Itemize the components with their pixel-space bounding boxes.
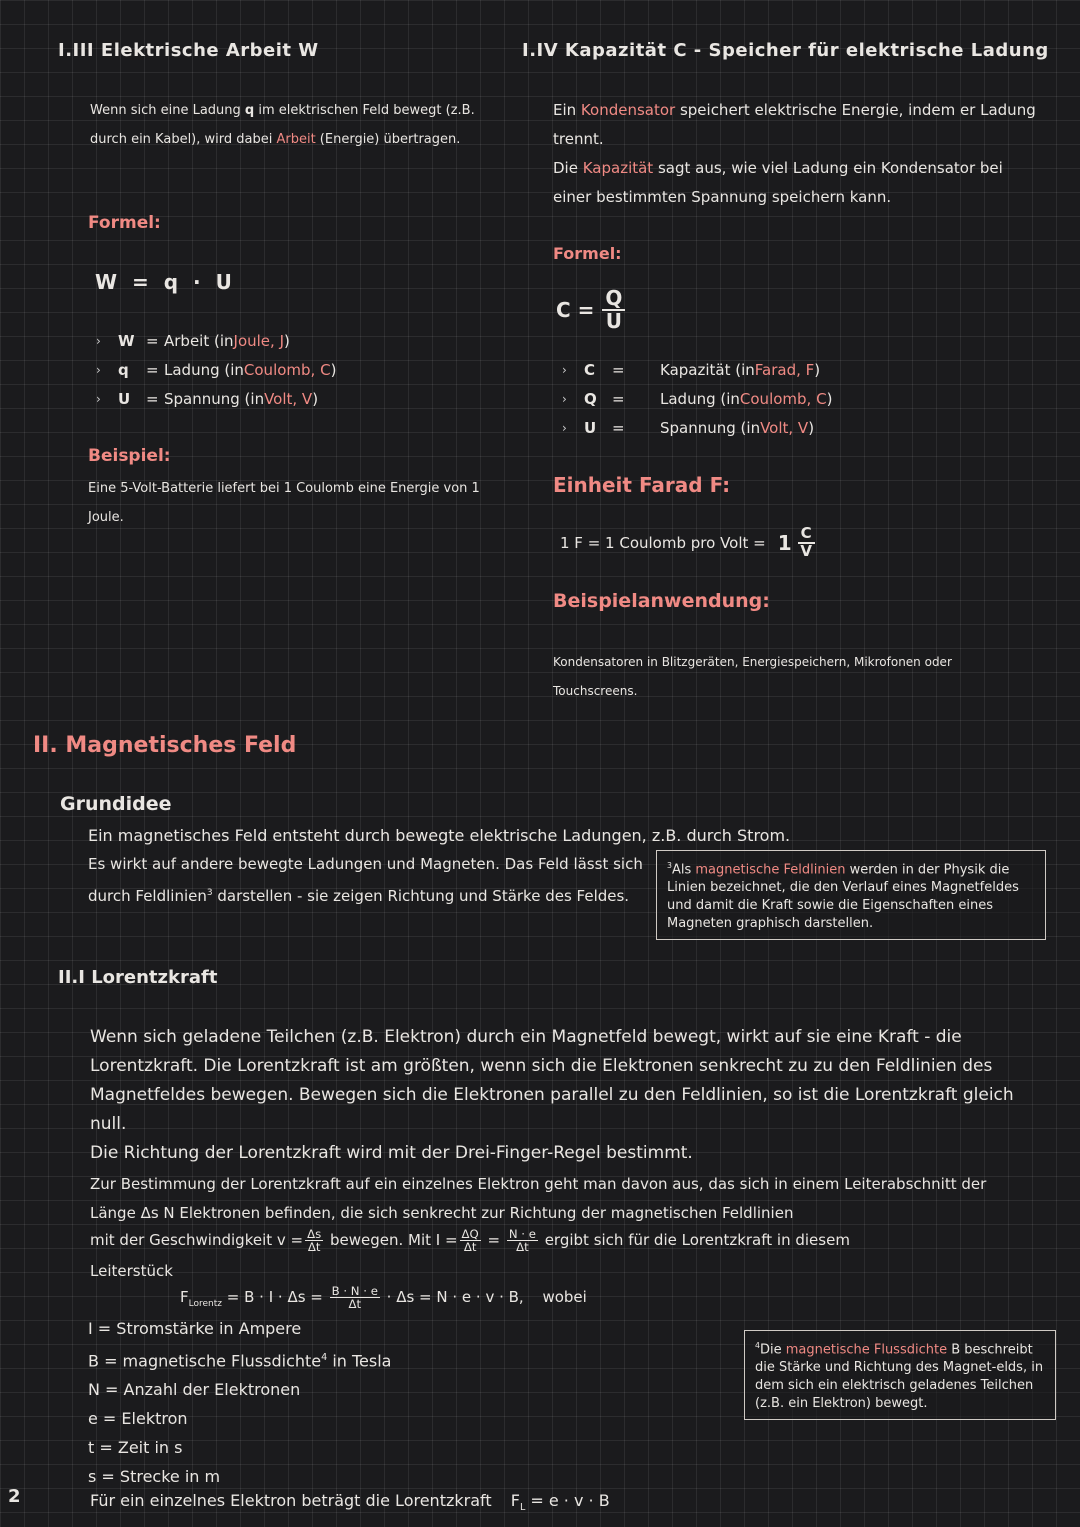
lorentz-p3b [90,1226,1035,1255]
def-unit: Farad, F [754,361,815,379]
footnote-4-box [744,1330,1056,1420]
highlight-kondensator: Kondensator [580,101,676,119]
def-symbol: U [584,419,597,437]
text: bewegen. Mit I = [325,1231,458,1249]
def-close: ) [814,361,821,379]
fraction-numerator: Q [602,288,625,311]
lorentz-p1: Wenn sich geladene Teilchen (z.B. Elektron) durch ein Magnetfeld bewegt, wirkt auf sie eine Kraft - die Lorentzkraft. Die Lorentzkraft ist am größten, wenn sich die Elektronen senkrecht zu zu den Feldlinien des Magnetfeldes bewegen. Bewegen sich die Elektronen parallel zu den Feldlinien, so ist die Lorentzkraft gleich null. [90,1027,1014,1134]
def-unit: Volt, V [760,419,809,437]
text: ergibt sich für die Lorentzkraft in diesem [539,1231,850,1249]
einheit-one: 1 [777,530,792,555]
text: Als [671,862,696,878]
def-unit: Volt, V [264,390,313,408]
def-text: Arbeit (in [164,332,234,350]
grundidee-label: Grundidee [60,793,172,815]
formel-label-left: Formel: [88,213,161,233]
formula-lhs: C = [556,298,595,322]
text: = e · v · B [525,1491,610,1510]
var-item: e = Elektron [88,1409,188,1429]
def-symbol: U [118,390,131,408]
fraction-denominator: Δt [463,1240,477,1254]
arbeit-intro [90,96,480,154]
page-number: 2 [8,1486,21,1507]
kapazitaet-p1 [553,96,1038,154]
def-row-u [562,414,832,443]
def-unit: Coulomb, C [243,361,331,379]
text: in Tesla [327,1351,392,1371]
def-close: ) [330,361,337,379]
def-row-q [96,356,336,385]
text: Die [759,1342,786,1358]
final-line [90,1486,610,1522]
def-text: Spannung (in [660,419,761,437]
fraction-denominator: Δt [516,1240,529,1254]
variables-list [88,1314,391,1491]
grundidee-line1: Ein magnetisches Feld entsteht durch bewegte elektrische Ladungen, z.B. durch Strom. [88,826,791,845]
f-subscript: Lorentz [188,1299,222,1309]
heading-lorentzkraft: II.I Lorentzkraft [58,967,218,988]
def-close: ) [312,390,319,408]
def-text: Spannung (in [164,390,265,408]
equals: = [482,1231,505,1249]
text: Es wirkt auf andere bewegte Ladungen und Magneten. Das Feld lässt sich durch Feldlinien [88,855,643,905]
anwendung-text: Kondensatoren in Blitzgeräten, Energiespeichern, Mikrofonen oder Touchscreens. [553,655,952,698]
footnote-number: 4 [755,1341,760,1350]
fraction-numerator: ΔQ [461,1226,479,1241]
def-row-w [96,327,336,356]
arrow-icon: › [562,421,567,435]
beispiel-label: Beispiel: [88,446,171,466]
var-item: s = Strecke in m [88,1467,221,1487]
text: speichert elektrische Energie, indem er Ladung trennt. [553,101,1036,148]
def-symbol: W [118,332,135,350]
highlight-kapazitaet: Kapazität [582,159,654,177]
lorentz-p3a: Zur Bestimmung der Lorentzkraft auf ein einzelnes Elektron geht man davon aus, das sich in einem Leiterabschnitt der Länge Δs N Elektronen befinden, die sich senkrecht zur Richtung der magnetischen Feldlinien [90,1175,987,1222]
heading-elektrische-arbeit: I.III Elektrische Arbeit W [58,40,319,61]
arrow-icon: › [96,392,101,406]
formel-label-right: Formel: [553,244,622,263]
text: sagt aus, wie viel Ladung ein Kondensator bei einer bestimmten Spannung speichern kann. [553,159,1003,206]
text: im elektrischen Feld bewegt (z.B. durch ein Kabel), wird dabei [90,103,475,147]
text: Die [553,159,583,177]
footnote-ref-4: 4 [321,1352,328,1363]
equals: = [146,390,159,408]
def-text: Ladung (in [164,361,244,379]
arrow-icon: › [96,334,101,348]
fraction-denominator: U [605,309,623,333]
fraction-bne [330,1285,380,1311]
grundidee-rest [88,850,643,911]
lorentz-p2: Die Richtung der Lorentzkraft wird mit der Drei-Finger-Regel bestimmt. [90,1143,693,1163]
anwendung-label: Beispielanwendung: [553,590,770,612]
def-text: Kapazität (in [660,361,755,379]
q-symbol: q [244,103,255,118]
footnote-number: 3 [667,861,672,870]
def-close: ) [808,419,815,437]
def-unit: Joule, J [233,332,284,350]
text: werden in der Physik die Linien bezeichnet, die den Verlauf eines Magnetfeldes und damit die Kraft sowie die Eigenschaften eines Magneten graphisch darstellen. [667,862,1019,932]
equals: = [612,390,625,408]
highlight-arbeit: Arbeit [276,132,316,147]
formula-capacity [556,288,625,332]
fraction-denominator: V [800,541,812,560]
highlight-flussdichte: magnetische Flussdichte [785,1342,948,1358]
wobei: wobei [542,1288,587,1306]
text: mit der Geschwindigkeit v = [90,1231,304,1249]
def-row-u [96,385,336,414]
text: = B · I · Δs = [226,1288,323,1306]
arrow-icon: › [96,363,101,377]
def-symbol: q [118,361,129,379]
var-item: t = Zeit in s [88,1438,183,1458]
text: B = magnetische Flussdichte [88,1351,322,1371]
fraction-numerator: N · e [508,1226,536,1241]
kapazitaet-p2 [553,154,1038,212]
def-symbol: Q [584,390,597,408]
fraction-numerator: B · N · e [331,1283,378,1298]
heading-kapazitaet: I.IV Kapazität C - Speicher für elektrische Ladung [522,40,1049,61]
footnote-3-box [656,850,1046,940]
arrow-icon: › [562,392,567,406]
einheit-text: 1 F = 1 Coulomb pro Volt = [560,533,766,552]
einheit-formula [560,526,815,560]
def-unit: Coulomb, C [739,390,827,408]
fraction-denominator: Δt [307,1240,321,1254]
text: Für ein einzelnes Elektron beträgt die Lorentzkraft [90,1491,492,1510]
var-item: I = Stromstärke in Ampere [88,1319,302,1338]
defs-left [96,327,336,414]
highlight-feldlinien: magnetische Feldlinien [695,862,846,878]
equals: = [612,419,625,437]
var-item: N = Anzahl der Elektronen [88,1380,301,1400]
var-item [88,1343,391,1375]
def-close: ) [826,390,833,408]
fraction-denominator: Δt [348,1297,362,1311]
def-row-q [562,385,832,414]
equals: = [612,361,625,379]
fraction-numerator: C [798,526,815,544]
text: Wenn sich eine Ladung [90,103,245,118]
fraction-numerator: Δs [307,1226,322,1241]
def-row-c [562,356,832,385]
fraction-i1 [460,1228,481,1254]
def-close: ) [284,332,290,350]
fraction-i2 [507,1228,538,1254]
arrow-icon: › [562,363,567,377]
equals: = [146,361,159,379]
f-symbol: F [180,1288,189,1306]
heading-magnetisches-feld: II. Magnetisches Feld [33,733,297,758]
einheit-label: Einheit Farad F: [553,473,731,497]
text: B beschreibt die Stärke und Richtung des Magnet-elds, in dem sich ein elektrisch geladenes Teilchen (z.B. ein Elektron) bewegt. [755,1342,1044,1412]
equals: = [146,332,159,350]
fraction-v [305,1228,323,1254]
def-symbol: C [584,361,596,379]
defs-right [562,356,832,443]
formula-work: W = q · U [95,270,236,294]
text: (Energie) übertragen. [315,132,461,147]
formula-fraction [602,288,625,332]
f-subscript: L [519,1502,526,1514]
beispiel-text: Eine 5-Volt-Batterie liefert bei 1 Coulomb eine Energie von 1 Joule. [88,481,480,525]
einheit-fraction [798,526,815,560]
def-text: Ladung (in [660,390,740,408]
footnote-ref-3: 3 [206,888,213,898]
lorentz-p3c: Leiterstück [90,1262,173,1280]
text: darstellen - sie zeigen Richtung und Stärke des Feldes. [212,887,630,905]
text: Ein [553,101,581,119]
f-symbol: F [510,1491,520,1510]
text: · Δs = N · e · v · B, [386,1288,524,1306]
